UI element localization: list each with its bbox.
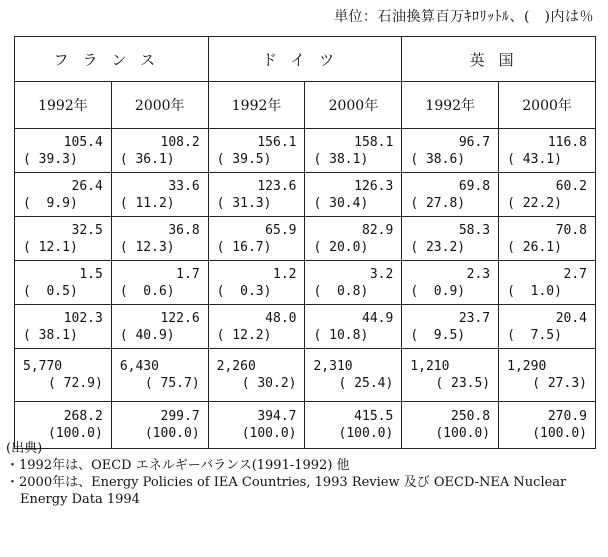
cell-value: 268.2 bbox=[63, 409, 103, 424]
note-line-continued: Energy Data 1994 bbox=[20, 492, 140, 507]
year-header: 2000年 bbox=[499, 82, 596, 129]
table-row bbox=[15, 261, 596, 305]
cell-percent: ( 38.1) bbox=[313, 151, 369, 167]
cell-value: 6,430 bbox=[119, 359, 159, 374]
cell-percent: ( 30.4) bbox=[313, 195, 369, 211]
cell-percent: ( 12.1) bbox=[23, 239, 78, 255]
cell-percent: ( 1.0) bbox=[507, 283, 562, 299]
cell-value: 156.1 bbox=[257, 134, 297, 150]
cell-percent: ( 9.5) bbox=[410, 327, 466, 343]
cell-percent: (100.0) bbox=[338, 426, 394, 441]
cell-percent: ( 38.6) bbox=[410, 151, 466, 167]
notes-heading: (出典) bbox=[6, 441, 43, 456]
cell-percent: ( 39.5) bbox=[216, 151, 272, 167]
cell-value: 32.5 bbox=[71, 222, 103, 238]
cell-percent: ( 0.8) bbox=[313, 283, 369, 299]
cell-value: 126.3 bbox=[354, 178, 394, 194]
cell-value: 70.8 bbox=[555, 222, 587, 238]
table-cell bbox=[15, 129, 112, 173]
cell-value: 123.6 bbox=[257, 178, 297, 194]
cell-value: 82.9 bbox=[362, 222, 394, 238]
table-cell bbox=[499, 349, 596, 402]
note-line: ・2000年は、Energy Policies of IEA Countries, 1993 Review 及び OECD-NEA Nuclear bbox=[6, 475, 567, 490]
table-cell bbox=[499, 173, 596, 217]
cell-value: 250.8 bbox=[451, 409, 491, 424]
cell-percent: ( 25.4) bbox=[338, 376, 394, 391]
cell-value: 58.3 bbox=[458, 222, 491, 238]
cell-value: 5,770 bbox=[23, 359, 63, 374]
table-cell bbox=[499, 305, 596, 349]
cell-value: 415.5 bbox=[354, 409, 394, 424]
cell-percent: (100.0) bbox=[144, 426, 200, 441]
cell-value: 3.2 bbox=[369, 266, 394, 282]
year-header: 2000年 bbox=[111, 82, 208, 129]
cell-value: 60.2 bbox=[555, 178, 587, 194]
cell-value: 26.4 bbox=[71, 178, 103, 194]
cell-percent: ( 12.2) bbox=[216, 327, 272, 343]
cell-percent: ( 36.1) bbox=[119, 151, 175, 167]
table-cell bbox=[15, 305, 112, 349]
cell-percent: ( 20.0) bbox=[313, 239, 369, 255]
cell-value: 36.8 bbox=[168, 222, 200, 238]
table-cell bbox=[15, 349, 112, 402]
cell-percent: ( 0.6) bbox=[119, 283, 175, 299]
cell-percent: ( 12.3) bbox=[119, 239, 175, 255]
table-cell bbox=[111, 217, 208, 261]
table-cell bbox=[305, 305, 402, 349]
cell-value: 1.2 bbox=[273, 266, 297, 282]
table-cell bbox=[208, 217, 305, 261]
table-cell bbox=[402, 129, 499, 173]
country-header-france: フランス bbox=[15, 37, 209, 82]
year-header: 1992年 bbox=[402, 82, 499, 129]
cell-value: 394.7 bbox=[257, 409, 297, 424]
year-header-row bbox=[15, 82, 596, 129]
cell-percent: (100.0) bbox=[48, 426, 103, 441]
country-header-row bbox=[15, 37, 596, 82]
cell-percent: ( 22.2) bbox=[507, 195, 562, 211]
cell-value: 108.2 bbox=[160, 134, 200, 150]
source-notes bbox=[6, 440, 602, 508]
year-header: 1992年 bbox=[208, 82, 305, 129]
note-line: ・1992年は、OECD エネルギーバランス(1991-1992) 他 bbox=[6, 458, 350, 473]
cell-value: 2.7 bbox=[563, 266, 587, 282]
cell-value: 122.6 bbox=[160, 310, 200, 326]
table-row bbox=[15, 217, 596, 261]
year-header: 2000年 bbox=[305, 82, 402, 129]
cell-value: 2.3 bbox=[466, 266, 491, 282]
table-cell bbox=[15, 217, 112, 261]
table-cell bbox=[111, 305, 208, 349]
cell-value: 65.9 bbox=[265, 222, 297, 238]
table-row bbox=[15, 305, 596, 349]
table-cell bbox=[402, 217, 499, 261]
cell-percent: ( 11.2) bbox=[119, 195, 175, 211]
cell-percent: ( 75.7) bbox=[144, 376, 200, 391]
cell-percent: ( 40.9) bbox=[119, 327, 175, 343]
cell-percent: ( 27.8) bbox=[410, 195, 466, 211]
cell-percent: (100.0) bbox=[435, 426, 491, 441]
cell-percent: ( 10.8) bbox=[313, 327, 369, 343]
cell-percent: ( 26.1) bbox=[507, 239, 562, 255]
table-cell bbox=[305, 349, 402, 402]
cell-percent: ( 31.3) bbox=[216, 195, 272, 211]
cell-percent: ( 0.3) bbox=[216, 283, 272, 299]
table-cell bbox=[305, 217, 402, 261]
table-cell bbox=[305, 173, 402, 217]
cell-percent: ( 23.5) bbox=[435, 376, 491, 391]
table-row bbox=[15, 173, 596, 217]
cell-value: 2,260 bbox=[216, 359, 256, 374]
table-cell bbox=[111, 349, 208, 402]
cell-value: 270.9 bbox=[547, 409, 587, 424]
table-cell bbox=[305, 261, 402, 305]
table-cell bbox=[208, 129, 305, 173]
cell-percent: ( 0.5) bbox=[23, 283, 78, 299]
cell-percent: ( 0.9) bbox=[410, 283, 466, 299]
cell-percent: ( 43.1) bbox=[507, 151, 562, 167]
cell-value: 48.0 bbox=[265, 310, 297, 326]
cell-value: 1.5 bbox=[79, 266, 103, 282]
cell-percent: ( 39.3) bbox=[23, 151, 78, 167]
table-cell bbox=[305, 129, 402, 173]
cell-value: 20.4 bbox=[555, 310, 587, 326]
cell-value: 1,290 bbox=[507, 359, 547, 374]
cell-percent: ( 27.3) bbox=[532, 376, 587, 391]
table-cell bbox=[402, 261, 499, 305]
cell-value: 1,210 bbox=[410, 359, 450, 374]
cell-percent: ( 7.5) bbox=[507, 327, 562, 343]
table-cell bbox=[111, 129, 208, 173]
cell-value: 44.9 bbox=[362, 310, 394, 326]
cell-percent: (100.0) bbox=[241, 426, 297, 441]
cell-value: 96.7 bbox=[458, 134, 491, 150]
table-cell bbox=[208, 173, 305, 217]
table-cell bbox=[402, 305, 499, 349]
cell-value: 299.7 bbox=[160, 409, 200, 424]
table-row bbox=[15, 349, 596, 402]
cell-value: 2,310 bbox=[313, 359, 353, 374]
energy-table bbox=[14, 36, 596, 449]
country-header-uk: 英国 bbox=[402, 37, 596, 82]
table-cell bbox=[499, 129, 596, 173]
cell-percent: ( 72.9) bbox=[48, 376, 103, 391]
year-header: 1992年 bbox=[15, 82, 112, 129]
table-cell bbox=[208, 305, 305, 349]
table-cell bbox=[402, 349, 499, 402]
table-cell bbox=[499, 217, 596, 261]
table-cell bbox=[208, 349, 305, 402]
table-cell bbox=[402, 173, 499, 217]
cell-percent: ( 38.1) bbox=[23, 327, 78, 343]
table-cell bbox=[111, 261, 208, 305]
table-row bbox=[15, 129, 596, 173]
cell-value: 102.3 bbox=[63, 310, 103, 326]
cell-percent: ( 16.7) bbox=[216, 239, 272, 255]
table-cell bbox=[111, 173, 208, 217]
cell-value: 33.6 bbox=[168, 178, 200, 194]
country-header-germany: ドイツ bbox=[208, 37, 402, 82]
cell-percent: ( 30.2) bbox=[241, 376, 297, 391]
table-cell bbox=[15, 173, 112, 217]
cell-value: 69.8 bbox=[458, 178, 491, 194]
cell-value: 105.4 bbox=[63, 134, 103, 150]
table-cell bbox=[499, 261, 596, 305]
cell-percent: ( 23.2) bbox=[410, 239, 466, 255]
cell-value: 116.8 bbox=[547, 134, 587, 150]
table-cell bbox=[15, 261, 112, 305]
cell-percent: (100.0) bbox=[532, 426, 587, 441]
cell-value: 1.7 bbox=[176, 266, 200, 282]
cell-value: 23.7 bbox=[458, 310, 491, 326]
table-cell bbox=[208, 261, 305, 305]
unit-note: 単位：石油換算百万ｷﾛﾘｯﾄﾙ、( )内は％ bbox=[334, 9, 594, 25]
cell-value: 158.1 bbox=[354, 134, 394, 150]
cell-percent: ( 9.9) bbox=[23, 195, 78, 211]
